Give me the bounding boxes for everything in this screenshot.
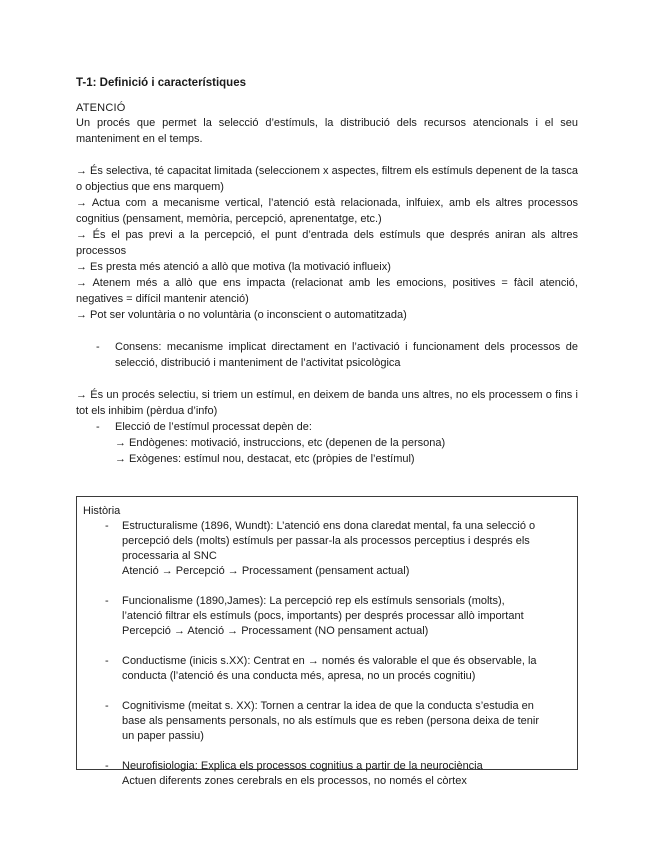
characteristic-item: → És selectiva, té capacitat limitada (seleccionem x aspectes, filtrem els estímuls depenent de la tasca o objectius que ens marquem) bbox=[76, 165, 578, 193]
characteristic-item: → Atenem més a allò que ens impacta (relacionat amb les emocions, positives = fàcil atenció, negatives = difícil mantenir atenció) bbox=[76, 277, 578, 305]
history-line: l’atenció filtrar els estímuls (pocs, importants) per després processar allò important bbox=[122, 610, 524, 622]
history-line: conducta (l’atenció és una conducta més, apresa, no un procés cognitiu) bbox=[122, 670, 476, 682]
history-line: Actuen diferents zones cerebrals en els processos, no només el còrtex bbox=[122, 775, 467, 787]
consens-item: - Consens: mecanisme implicat directament en l’activació i funcionament dels processos de selecció, distribució i manteniment de l’activitat psicològica bbox=[96, 341, 578, 369]
history-item-cognitivisme: - Cognitivisme (meitat s. XX): Tornen a centrar la idea de que la conducta s’estudia en base als pensaments personals, no als estímuls que es reben (persona deixa de tenir un paper passiu) bbox=[83, 699, 571, 744]
history-line: Funcionalisme (1890,James): La percepció rep els estímuls sensorials (molts), bbox=[122, 595, 505, 607]
characteristic-item: → És el pas previ a la percepció, el punt d’entrada dels estímuls que després aniran als altres processos bbox=[76, 229, 578, 257]
document-title: T-1: Definició i característiques bbox=[76, 77, 247, 89]
intro-paragraph: Un procés que permet la selecció d’estímuls, la distribució dels recursos atencionals i el seu manteniment en el temps. bbox=[76, 117, 578, 145]
characteristic-item: → Pot ser voluntària o no voluntària (o inconscient o automatitzada) bbox=[76, 309, 407, 321]
selection-head: Elecció de l’estímul processat depèn de: bbox=[115, 421, 312, 433]
consens-list bbox=[76, 339, 578, 371]
history-box bbox=[76, 496, 578, 787]
history-line: Atenció → Percepció → Processament (pensament actual) bbox=[122, 565, 410, 577]
selective-paragraph: → És un procés selectiu, si triem un estímul, en deixem de banda uns altres, no els processem o fins i tot els inhibim (pèrdua d’info) bbox=[76, 389, 578, 417]
section-heading: ATENCIÓ bbox=[76, 102, 126, 114]
history-line: un paper passiu) bbox=[122, 730, 204, 742]
history-item-neurofisiologia: - Neurofisiologia: Explica els processos cognitius a partir de la neurociència Actuen diferents zones cerebrals en els processos, no només el còrtex bbox=[83, 759, 571, 789]
consens-text: Consens: mecanisme implicat directament en l’activació i funcionament dels processos de selecció, distribució i manteniment de l’activitat psicològica bbox=[115, 341, 578, 369]
history-line: Conductisme (inicis s.XX): Centrat en → només és valorable el que és observable, la bbox=[122, 655, 537, 667]
exogenes-line: → Exògenes: estímul nou, destacat, etc (pròpies de l’estímul) bbox=[115, 453, 415, 465]
characteristic-item: → Es presta més atenció a allò que motiva (la motivació influeix) bbox=[76, 261, 391, 273]
history-item-funcionalisme: - Funcionalisme (1890,James): La percepció rep els estímuls sensorials (molts), l’atenció filtrar els estímuls (pocs, importants) per després processar allò important Percepció → Atenció → Processament (NO pensament actual) bbox=[83, 594, 571, 639]
characteristic-item: → Actua com a mecanisme vertical, l’atenció està relacionada, inlfuiex, amb els altres processos cognitius (pensament, memòria, percepció, aprenentatge, etc.) bbox=[76, 197, 578, 225]
selection-list bbox=[76, 419, 578, 435]
history-line: Percepció → Atenció → Processament (NO pensament actual) bbox=[122, 625, 429, 637]
history-item-estructuralisme: - Estructuralisme (1896, Wundt): L’atenció ens dona claredat mental, fa una selecció o percepció dels (molts) estímuls per passar-la als processos perceptius i després els processaria al SNC Atenció → Percepció → Processament (pensament actual) bbox=[83, 519, 571, 579]
selection-item: - Elecció de l’estímul processat depèn de: bbox=[96, 421, 312, 433]
history-line: percepció dels (molts) estímuls per passar-la als processos perceptius i després els bbox=[122, 535, 530, 547]
endogenes-line: → Endògenes: motivació, instruccions, etc (depenen de la persona) bbox=[115, 437, 446, 449]
history-line: base als pensaments personals, no als estímuls que es reben (persona deixa de tenir bbox=[122, 715, 540, 727]
document-page bbox=[76, 76, 578, 467]
history-item-conductisme: - Conductisme (inicis s.XX): Centrat en → només és valorable el que és observable, la conducta (l’atenció és una conducta més, apresa, no un procés cognitiu) bbox=[83, 654, 571, 684]
history-line: Estructuralisme (1896, Wundt): L’atenció ens dona claredat mental, fa una selecció o bbox=[122, 520, 536, 532]
history-line: Cognitivisme (meitat s. XX): Tornen a centrar la idea de que la conducta s’estudia en bbox=[122, 700, 534, 712]
history-line: processaria al SNC bbox=[122, 550, 217, 562]
history-title: Història bbox=[83, 505, 121, 517]
history-line: Neurofisiologia: Explica els processos cognitius a partir de la neurociència bbox=[122, 760, 483, 772]
